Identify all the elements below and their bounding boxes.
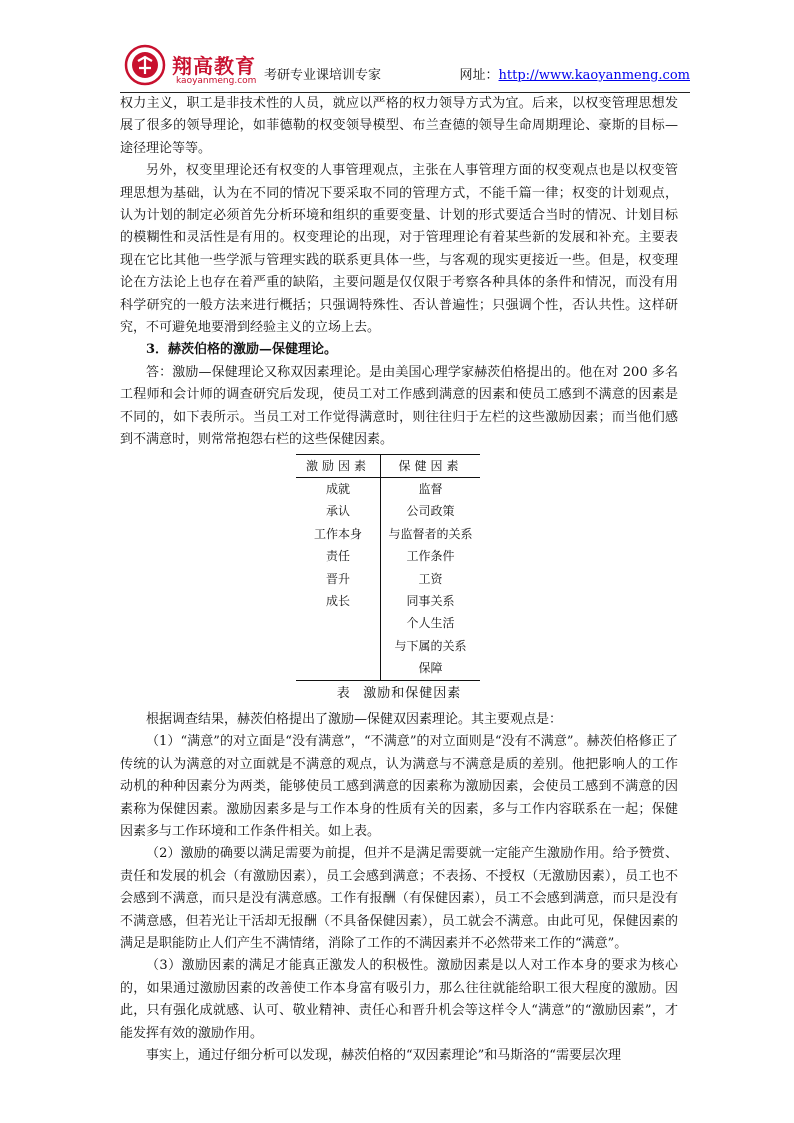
table-row xyxy=(296,635,480,657)
table-cell: 与下属的关系 xyxy=(394,638,467,653)
table-cell: 个人生活 xyxy=(406,616,455,631)
table-cell: 监督 xyxy=(418,481,443,496)
paragraph: 答：激励—保健理论又称双因素理论。是由美国心理学家赫茨伯格提出的。他在对 200 多名工程师和会计师的调查研究后发现，使员工对工作感到满意的因素和使员工感到不满意的因素是不同的，如下表所示。当员工对工作觉得满意时，则往往归于左栏的这些激励因素；而当他们感到不满意时，则常常抱怨右栏的这些保健因素。 xyxy=(120,364,678,448)
table-cell xyxy=(296,612,381,634)
paragraph: 另外，权变里理论还有权变的人事管理观点，主张在人事管理方面的权变观点也是以权变管理思想为基础，认为在不同的情况下要采取不同的管理方式，不能千篇一律；权变的计划观点，认为计划的制定必须首先分析环境和组织的重要变量、计划的形式要适合当时的情况、计划目标的模糊性和灵活性是有用的。权变理论的出现，对于管理理论有着某些新的发展和补充。主要表现在它比其他一些学派与管理实践的联系更具体一些，与客观的现实更接近一些。但是，权变理论在方法论上也存在着严重的缺陷，主要问题是仅仅限于考察各种具体的条件和情况，而没有用科学研究的一般方法来进行概括；只强调特殊性、否认普遍性；只强调个性，否认共性。这样研究，不可避免地要滑到经验主义的立场上去。 xyxy=(120,163,678,336)
page-header xyxy=(120,40,690,93)
table-cell: 晋升 xyxy=(296,568,381,590)
table-cell xyxy=(296,635,381,657)
table-header-row xyxy=(296,455,480,478)
table-cell: 保障 xyxy=(418,661,443,676)
factors-table xyxy=(296,454,480,681)
brand-domain: kaoyanmeng.com xyxy=(176,76,257,86)
table-cell: 公司政策 xyxy=(406,504,455,519)
table-cell xyxy=(296,657,381,679)
column-header-motivators: 激励因素 xyxy=(296,455,381,478)
table-row xyxy=(296,500,480,522)
table-cell: 成长 xyxy=(296,590,381,612)
logo-seal-icon xyxy=(124,44,166,86)
table-caption xyxy=(120,683,678,705)
paragraph: 权力主义，职工是非技术性的人员，就应以严格的权力领导方式为宜。后来，以权变管理思想发展了很多的领导理论，如菲德勒的权变领导模型、布兰查德的领导生命周期理论、豪斯的目标—途径理论等等。 xyxy=(120,96,678,156)
paragraph: （2）激励的确要以满足需要为前提，但并不是满足需要就一定能产生激励作用。给予赞赏、责任和发展的机会（有激励因素），员工会感到满意；不表扬、不授权（无激励因素），员工也不会感到不满意，而只是没有满意感。工作有报酬（有保健因素），员工不会感到满意，而只是没有不满意感，但若光让干活却无报酬（不具备保健因素），员工就会不满意。由此可见，保健因素的满足是职能防止人们产生不满情绪，消除了工作的不满因素并不必然带来工作的“满意”。 xyxy=(120,846,678,952)
table-row xyxy=(296,477,480,500)
table-cell: 工作本身 xyxy=(296,523,381,545)
paragraph: 事实上，通过仔细分析可以发现，赫茨伯格的“双因素理论”和马斯洛的“需要层次理 xyxy=(146,1048,621,1064)
header-url xyxy=(460,64,690,83)
header-slogan: 考研专业课培训专家 xyxy=(264,68,382,83)
section-heading: 3．赫茨伯格的激励—保健理论。 xyxy=(146,342,338,358)
table-row xyxy=(296,590,480,612)
table-cell: 责任 xyxy=(296,545,381,567)
column-header-hygiene: 保健因素 xyxy=(381,455,481,478)
paragraph: （1）“满意”的对立面是“没有满意”，“不满意”的对立面则是“没有不满意”。赫茨伯格修正了传统的认为满意的对立面就是不满意的观点，认为满意与不满意是质的差别。他把影响人的工作动机的种种因素分为两类，能够使员工感到满意的因素称为激励因素，会使员工感到不满意的因素称为保健因素。激励因素多是与工作本身的性质有关的因素，多与工作内容联系在一起；保健因素多与工作环境和工作条件相关。如上表。 xyxy=(120,734,678,839)
table-cell: 承认 xyxy=(296,500,381,522)
table-cell: 同事关系 xyxy=(406,593,455,608)
table-cell: 工资 xyxy=(418,571,443,586)
table-row xyxy=(296,657,480,679)
table-cell: 工作条件 xyxy=(406,549,455,564)
table-row xyxy=(296,523,480,545)
website-link[interactable]: http://www.kaoyanmeng.com xyxy=(498,68,690,83)
body-content xyxy=(120,93,678,1067)
paragraph: （3）激励因素的满足才能真正激发人的积极性。激励因素是以人对工作本身的要求为核心的，如果通过激励因素的改善使工作本身富有吸引力，那么往往就能给职工很大程度的激励。因此，只有强化成就感、认可、敬业精神、责任心和晋升机会等这样令人“满意”的“激励因素”，才能发挥有效的激励作用。 xyxy=(120,958,678,1041)
table-cell: 成就 xyxy=(296,477,381,500)
brand-name: 翔高教育 xyxy=(172,54,256,78)
table-cell: 与监督者的关系 xyxy=(388,526,473,541)
caption-text: 激励和保健因素 xyxy=(363,685,462,701)
caption-prefix: 表 xyxy=(336,685,351,701)
table-row xyxy=(296,568,480,590)
paragraph: 根据调查结果，赫茨伯格提出了激励—保健双因素理论。其主要观点是： xyxy=(146,711,563,727)
url-label: 网址： xyxy=(459,68,499,83)
table-row xyxy=(296,612,480,634)
table-row xyxy=(296,545,480,567)
